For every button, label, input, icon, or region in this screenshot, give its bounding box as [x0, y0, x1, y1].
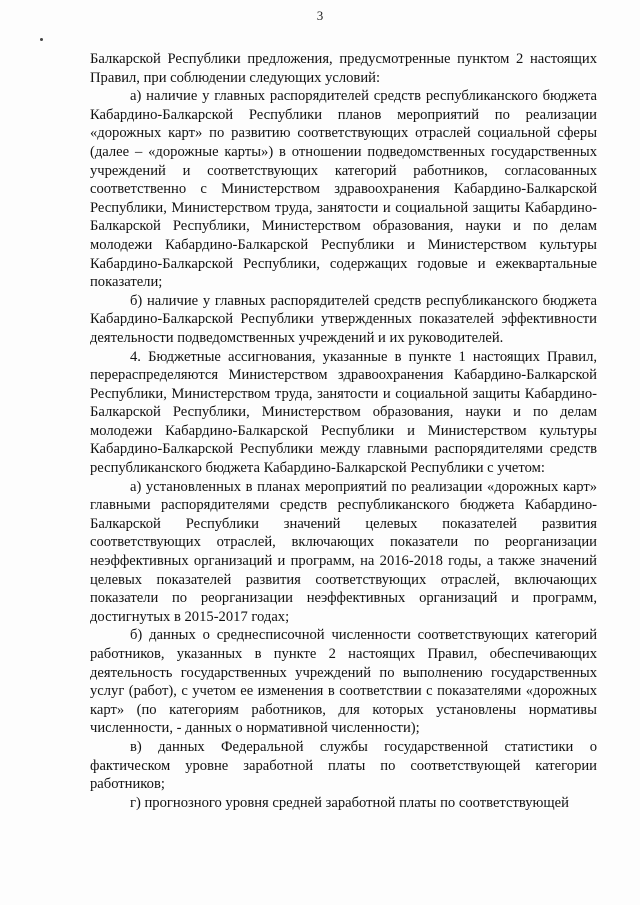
- scan-speck: [40, 38, 43, 41]
- paragraph-section-4: 4. Бюджетные ассигнования, указанные в пункте 1 настоящих Правил, перераспределяются Министерством здравоохранения Кабардино-Балкарской Республики, Министерством труда, занятости и социальной защиты Кабардино-Балкарской Республики, Министерством образования, науки и по делам молодежи Кабардино-Балкарской Республики и Министерством культуры Кабардино-Балкарской Республики между главными распорядителями средств республиканского бюджета Кабардино-Балкарской Республики с учетом:: [90, 348, 597, 477]
- paragraph-item-4b: б) данных о среднесписочной численности соответствующих категорий работников, указанных в пункте 2 настоящих Правил, обеспечивающих деятельность государственных учреждений по выполнению государственных услуг (работ), с учетом ее изменения в соответствии с показателями «дорожных карт» (по категориям работников, для которых установлены нормативы численности, - данных о нормативной численности);: [90, 627, 597, 737]
- paragraph-item-b: б) наличие у главных распорядителей средств республиканского бюджета Кабардино-Балкарской Республики утвержденных показателей эффективности деятельности подведомственных учреждений и их руководителей.: [90, 292, 597, 346]
- document-body: [90, 50, 597, 812]
- page-number: 3: [316, 8, 324, 23]
- paragraph-item-4a: а) установленных в планах мероприятий по реализации «дорожных карт» главными распорядителями средств республиканского бюджета Кабардино-Балкарской Республики значений целевых показателей развития соответствующих отраслей, включающих показатели по реорганизации неэффективных организаций и программ, на 2016-2018 годы, а также значений целевых показателей развития соответствующих отраслей, включающих показатели по реорганизации неэффективных организаций и программ, достигнутых в 2015-2017 годах;: [90, 478, 597, 625]
- paragraph-item-4g: г) прогнозного уровня средней заработной платы по соответствующей: [130, 794, 569, 811]
- paragraph-item-4v: в) данных Федеральной службы государственной статистики о фактическом уровне заработной платы по соответствующей категории работников;: [90, 738, 597, 793]
- paragraph-continuation: Балкарской Республики предложения, предусмотренные пунктом 2 настоящих Правил, при соблюдении следующих условий:: [90, 51, 597, 86]
- paragraph-item-a: а) наличие у главных распорядителей средств республиканского бюджета Кабардино-Балкарской Республики планов мероприятий по реализации «дорожных карт» по развитию соответствующих отраслей социальной сферы (далее – «дорожные карты») в отношении подведомственных государственных учреждений и соответствующих категорий работников, согласованных соответственно с Министерством здравоохранения Кабардино-Балкарской Республики, Министерством труда, занятости и социальной защиты Кабардино-Балкарской Республики, Министерством образования, науки и по делам молодежи Кабардино-Балкарской Республики и Министерством культуры Кабардино-Балкарской Республики, содержащих годовые и ежеквартальные показатели;: [90, 88, 597, 291]
